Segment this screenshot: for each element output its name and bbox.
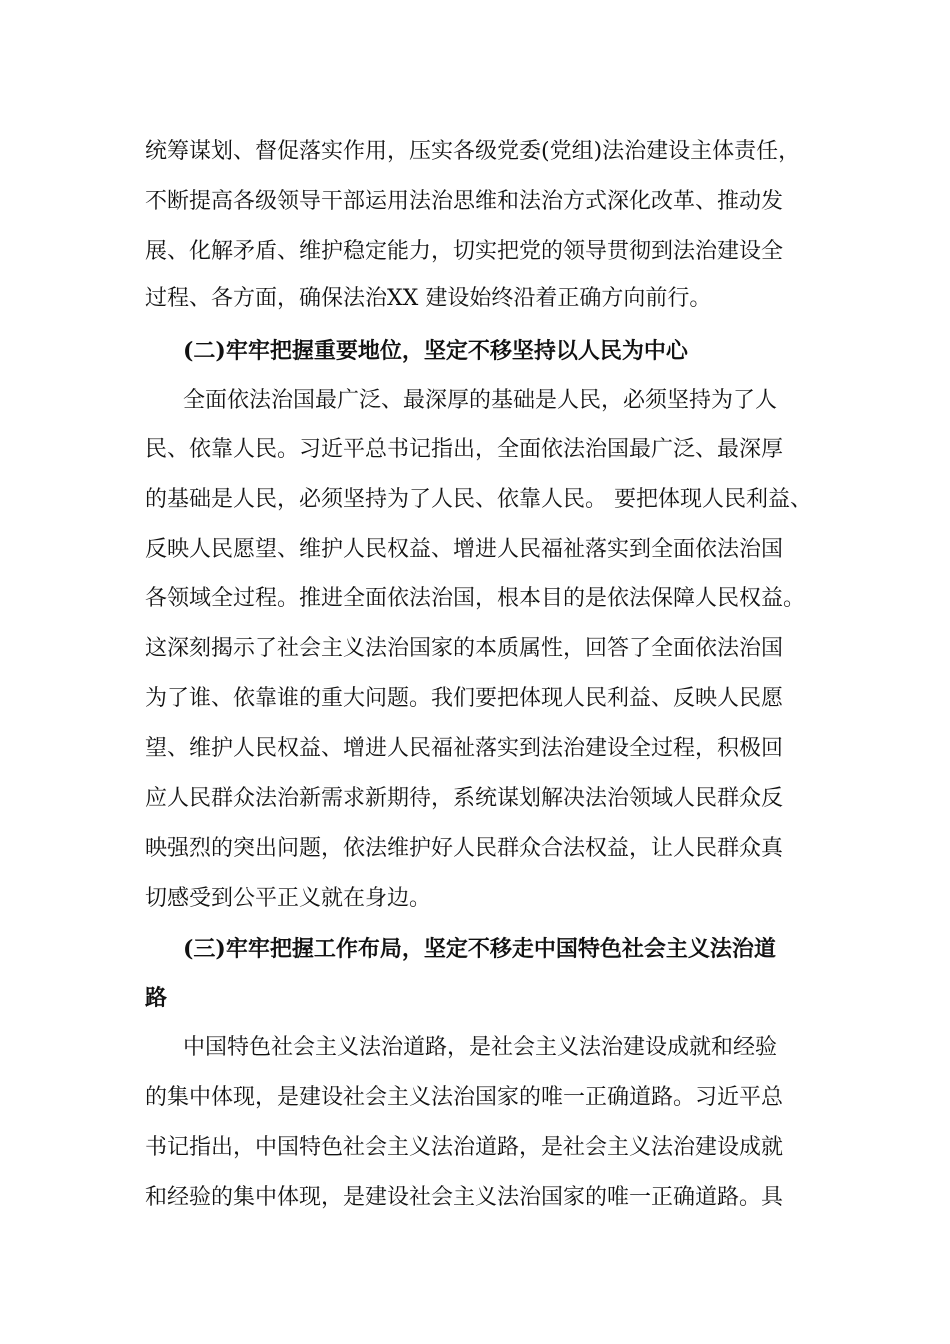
text-line: 统筹谋划、督促落实作用，压实各级党委(党组)法治建设主体责任， [145, 139, 801, 164]
text-line: 的基础是人民，必须坚持为了人民、依靠人民。 要把体现人民利益、 [145, 487, 812, 512]
text-line: 反映人民愿望、维护人民权益、增进人民福祉落实到全面依法治国 [145, 537, 784, 562]
text-line: 民、依靠人民。习近平总书记指出，全面依法治国最广泛、最深厚 [145, 437, 784, 462]
text-line: 应人民群众法治新需求新期待，系统谋划解决法治领域人民群众反 [145, 786, 784, 811]
text-line: 的集中体现，是建设社会主义法治国家的唯一正确道路。习近平总 [145, 1085, 784, 1110]
text-line: 映强烈的突出问题，依法维护好人民群众合法权益，让人民群众真 [145, 836, 784, 861]
text-line: 中国特色社会主义法治道路，是社会主义法治建设成就和经验 [183, 1035, 778, 1060]
text-line: 全面依法治国最广泛、最深厚的基础是人民，必须坚持为了人 [183, 388, 778, 413]
text-line: 不断提高各级领导干部运用法治思维和法治方式深化改革、推动发 [145, 189, 784, 214]
section-heading-2: (二)牢牢把握重要地位，坚定不移坚持以人民为中心 [183, 338, 688, 364]
text-line: 这深刻揭示了社会主义法治国家的本质属性，回答了全面依法治国 [145, 636, 784, 661]
section-heading-3: (三)牢牢把握工作布局，坚定不移走中国特色社会主义法治道 [183, 936, 776, 962]
text-line: 过程、各方面，确保法治XX 建设始终沿着正确方向前行。 [145, 286, 712, 311]
text-line: 书记指出，中国特色社会主义法治道路，是社会主义法治建设成就 [145, 1135, 784, 1160]
text-line: 望、维护人民权益、增进人民福祉落实到法治建设全过程，积极回 [145, 736, 784, 761]
text-line: 各领域全过程。推进全面依法治国，根本目的是依法保障人民权益。 [145, 586, 806, 611]
text-line: 展、化解矛盾、维护稳定能力，切实把党的领导贯彻到法治建设全 [145, 239, 784, 264]
text-line: 切感受到公平正义就在身边。 [145, 886, 432, 911]
text-line: 为了谁、依靠谁的重大问题。我们要把体现人民利益、反映人民愿 [145, 686, 784, 711]
section-heading-3-cont: 路 [145, 985, 168, 1011]
text-line: 和经验的集中体现，是建设社会主义法治国家的唯一正确道路。具 [145, 1185, 784, 1210]
